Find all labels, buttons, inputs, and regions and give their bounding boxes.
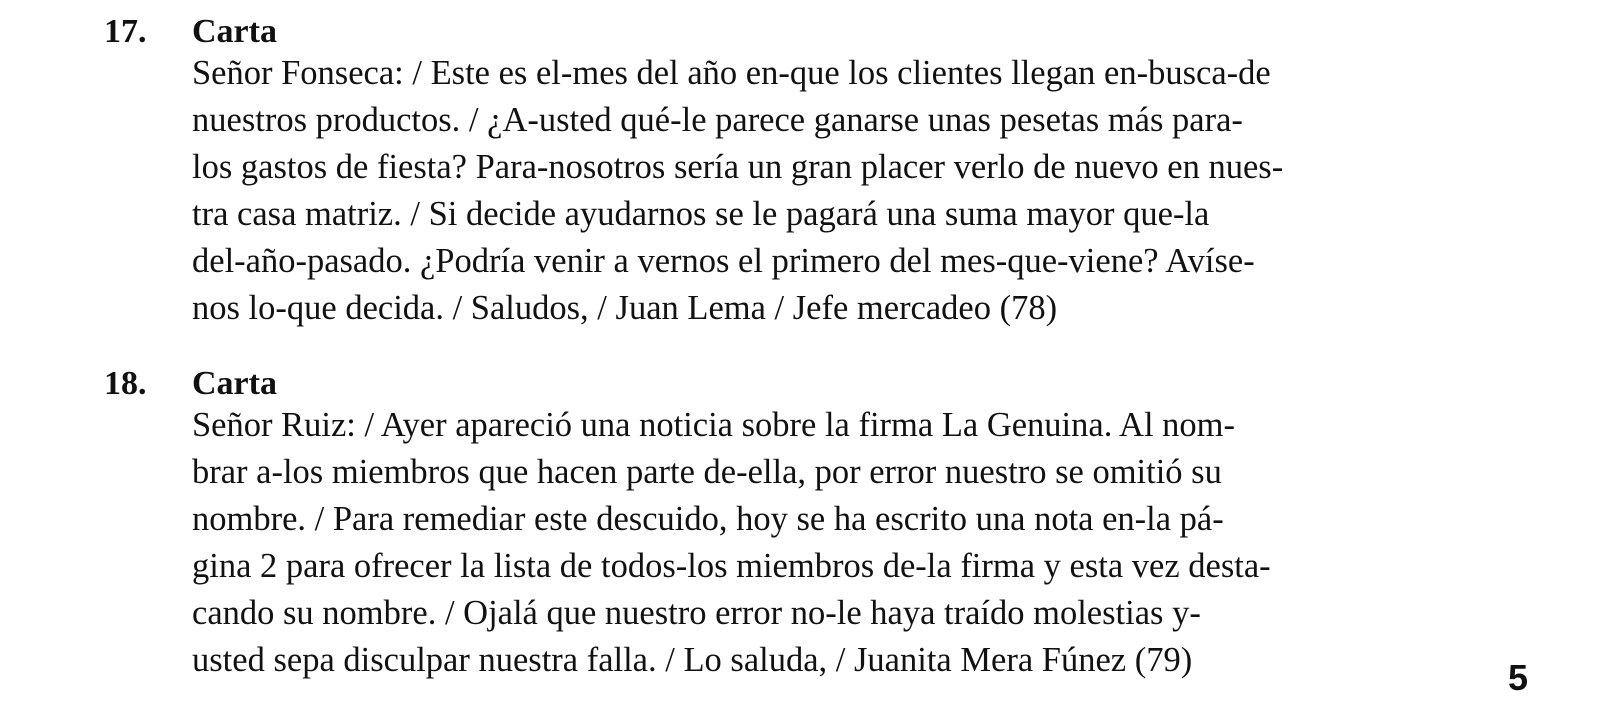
body-line: gina 2 para ofrecer la lista de todos-los miembros de-la firma y esta vez desta- xyxy=(192,547,1271,585)
body-line: cando su nombre. / Ojalá que nuestro error no-le haya traído molestias y- xyxy=(192,594,1201,632)
letter-body xyxy=(192,402,1532,684)
item-number: 17. xyxy=(104,13,147,50)
body-line: nombre. / Para remediar este descuido, hoy se ha escrito una nota en-la pá- xyxy=(192,500,1224,538)
body-line: nuestros productos. / ¿A-usted qué-le parece ganarse unas pesetas más para- xyxy=(192,101,1243,139)
letter-body xyxy=(192,50,1532,332)
item-number: 18. xyxy=(104,365,147,402)
body-line: Señor Fonseca: / Este es el-mes del año en-que los clientes llegan en-busca-de xyxy=(192,54,1271,92)
body-line: nos lo-que decida. / Saludos, / Juan Lema / Jefe mercadeo (78) xyxy=(192,289,1058,327)
item-title: Carta xyxy=(192,365,277,402)
body-line: tra casa matriz. / Si decide ayudarnos se le pagará una suma mayor que-la xyxy=(192,195,1210,233)
body-line: del-año-pasado. ¿Podría venir a vernos el primero del mes-que-viene? Avíse- xyxy=(192,242,1255,280)
body-line: los gastos de fiesta? Para-nosotros sería un gran placer verlo de nuevo en nues- xyxy=(192,148,1284,186)
page-number: 5 xyxy=(1508,657,1529,698)
body-line: usted sepa disculpar nuestra falla. / Lo saluda, / Juanita Mera Fúnez (79) xyxy=(192,641,1193,679)
body-line: Señor Ruiz: / Ayer apareció una noticia sobre la firma La Genuina. Al nom- xyxy=(192,406,1236,444)
body-line: brar a-los miembros que hacen parte de-ella, por error nuestro se omitió su xyxy=(192,453,1222,491)
item-title: Carta xyxy=(192,13,277,50)
